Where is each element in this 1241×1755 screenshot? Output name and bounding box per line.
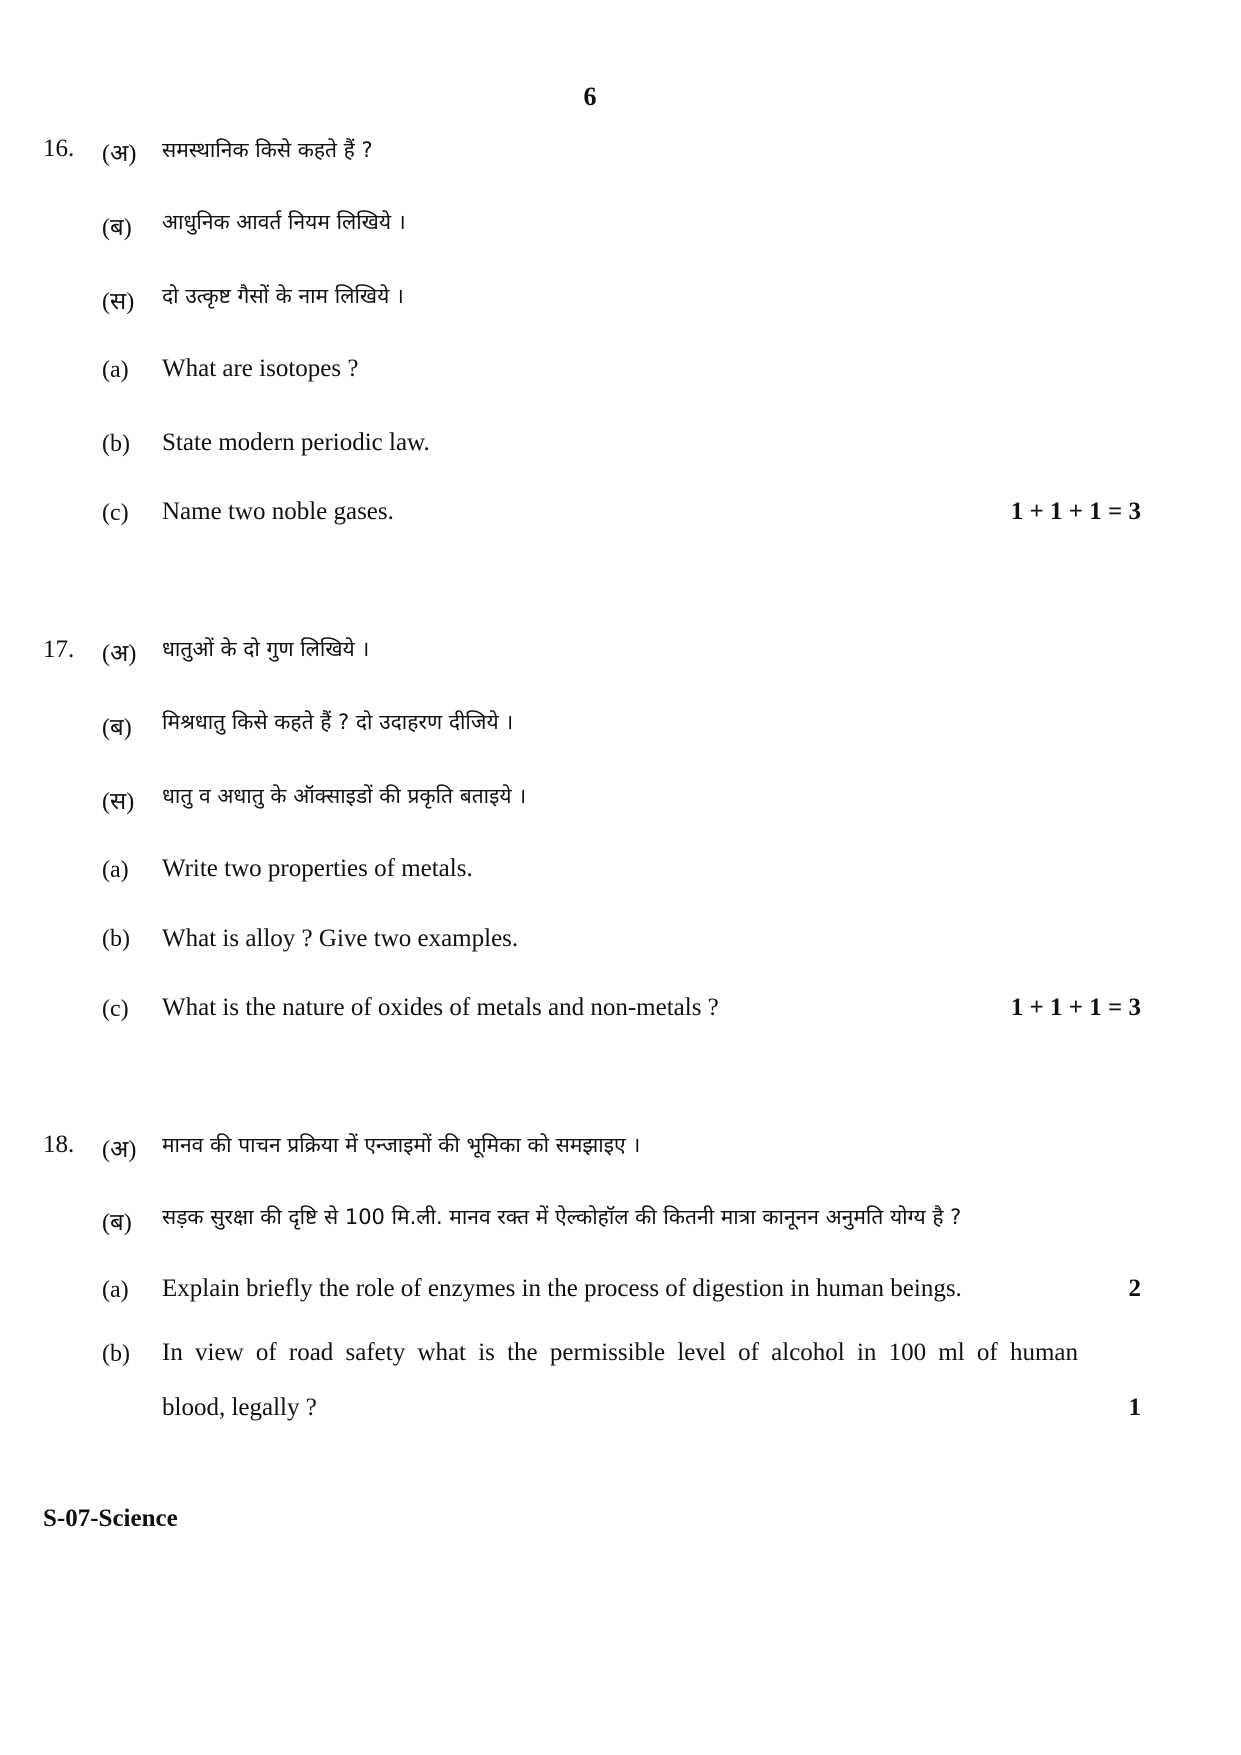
part-label: (अ) [102,641,137,667]
part-label: (ब) [102,715,132,741]
question-text: मिश्रधातु किसे कहते हैं ? दो उदाहरण दीजिये । [162,710,514,734]
question-text: What is the nature of oxides of metals and non-metals ? [162,994,719,1021]
part-label: (b) [102,1341,130,1367]
question-text: What are isotopes ? [162,355,359,382]
question-text: Write two properties of metals. [162,855,473,882]
question-text: Explain briefly the role of enzymes in the process of digestion in human beings. [162,1275,962,1302]
marks: 1 + 1 + 1 = 3 [1010,498,1141,525]
question-text: State modern periodic law. [162,429,430,456]
part-label: (b) [102,926,130,952]
question-text: धातु व अधातु के ऑक्साइडों की प्रकृति बताइये । [162,784,527,808]
part-label: (ब) [102,1210,132,1236]
part-label: (a) [102,1277,129,1303]
page-number: 6 [583,82,597,111]
part-label: (c) [102,996,129,1022]
question-text: In view of road safety what is the permissible level of alcohol in 100 ml of human [162,1339,1078,1366]
part-label: (a) [102,857,129,883]
question-number: 18. [43,1131,75,1158]
question-text: सड़क सुरक्षा की दृष्टि से 100 मि.ली. मानव रक्त में ऐल्कोहॉल की कितनी मात्रा कानूनन अनुमति योग्य है ? [162,1205,962,1229]
question-text-continued: blood, legally ? [162,1394,317,1421]
part-label: (अ) [102,141,137,167]
marks: 2 [1128,1275,1141,1302]
part-label: (ब) [102,215,132,241]
question-text: What is alloy ? Give two examples. [162,925,519,952]
question-text: धातुओं के दो गुण लिखिये । [162,637,370,661]
question-text: मानव की पाचन प्रक्रिया में एन्जाइमों की भूमिका को समझाइए । [162,1133,641,1157]
question-text: आधुनिक आवर्त नियम लिखिये । [162,210,406,234]
marks: 1 [1128,1394,1141,1421]
question-text: दो उत्कृष्ट गैसों के नाम लिखिये । [162,284,404,308]
question-text: Name two noble gases. [162,498,394,525]
question-number: 17. [43,636,75,663]
part-label: (c) [102,500,129,526]
part-label: (b) [102,431,130,457]
part-label: (अ) [102,1137,137,1163]
part-label: (a) [102,357,129,383]
question-number: 16. [43,135,75,162]
question-text: समस्थानिक किसे कहते हैं ? [162,138,373,162]
marks: 1 + 1 + 1 = 3 [1010,994,1141,1021]
paper-code: S-07-Science [43,1505,178,1532]
part-label: (स) [102,789,135,815]
part-label: (स) [102,289,135,315]
